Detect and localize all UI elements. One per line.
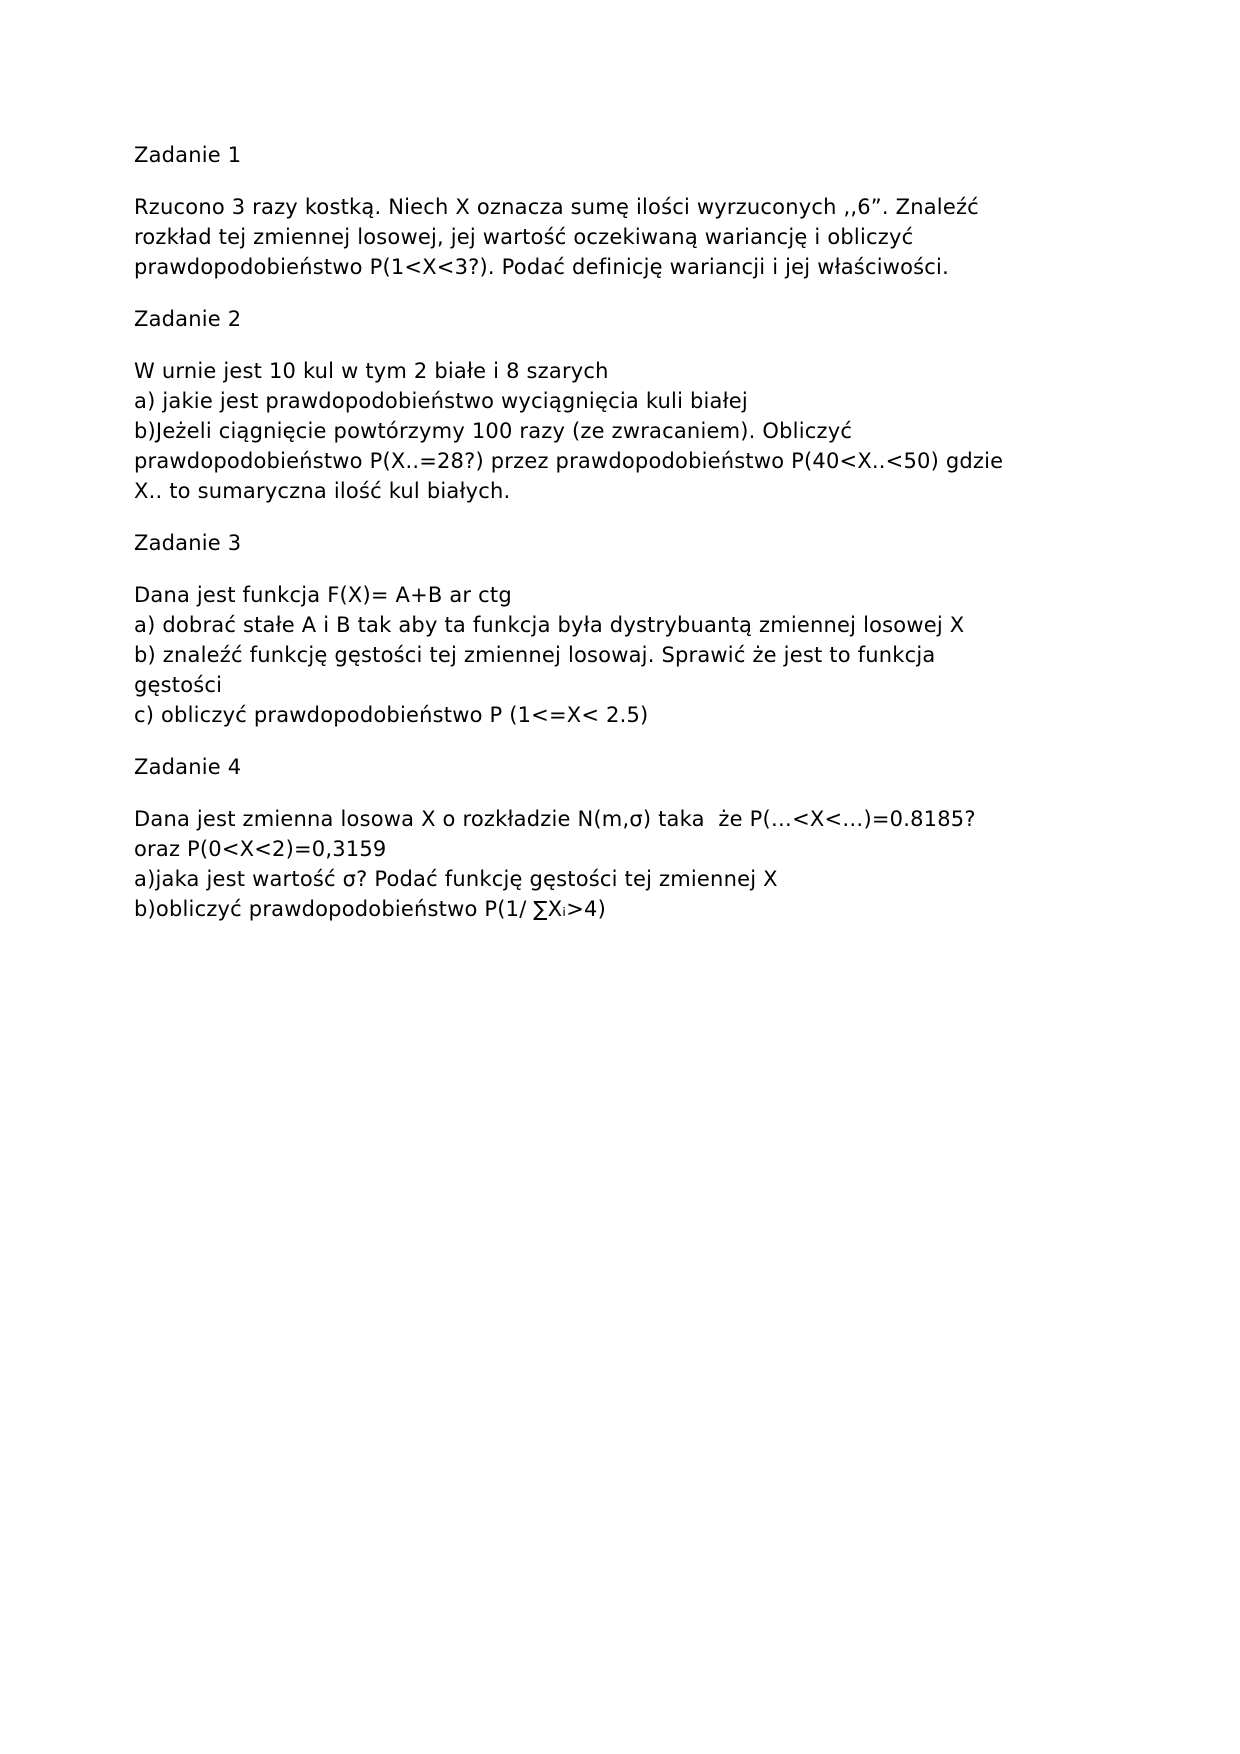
task-2-heading: Zadanie 2 <box>134 307 242 331</box>
text-line: prawdopodobieństwo P(X..=28?) przez prawdopodobieństwo P(40<X..<50) gdzie <box>134 449 1004 473</box>
text-line: prawdopodobieństwo P(1<X<3?). Podać definicję wariancji i jej właściwości. <box>134 255 949 279</box>
text-line: X.. to sumaryczna ilość kul białych. <box>134 479 511 503</box>
text-line: b)obliczyć prawdopodobieństwo P(1/ ∑Xᵢ>4) <box>134 897 607 921</box>
text-line: rozkład tej zmiennej losowej, jej wartość oczekiwaną wariancję i obliczyć <box>134 225 914 249</box>
task-4-body <box>134 804 1110 924</box>
task-3-heading: Zadanie 3 <box>134 531 242 555</box>
section-zadanie-4 <box>134 752 1110 924</box>
text-line: Dana jest zmienna losowa X o rozkładzie N(m,σ) taka że P(…<X<…)=0.8185? <box>134 807 976 831</box>
task-3-body <box>134 580 1110 730</box>
task-4-heading: Zadanie 4 <box>134 755 242 779</box>
text-line: a)jaka jest wartość σ? Podać funkcję gęstości tej zmiennej X <box>134 867 778 891</box>
section-zadanie-3 <box>134 528 1110 730</box>
text-line: W urnie jest 10 kul w tym 2 białe i 8 szarych <box>134 359 609 383</box>
text-line: a) jakie jest prawdopodobieństwo wyciągnięcia kuli białej <box>134 389 748 413</box>
task-2-body <box>134 356 1110 506</box>
section-zadanie-2 <box>134 304 1110 506</box>
text-line: b) znaleźć funkcję gęstości tej zmiennej losowaj. Sprawić że jest to funkcja <box>134 643 936 667</box>
task-1-heading: Zadanie 1 <box>134 143 242 167</box>
text-line: oraz P(0<X<2)=0,3159 <box>134 837 387 861</box>
text-line: Rzucono 3 razy kostką. Niech X oznacza sumę ilości wyrzuconych ,,6”. Znaleźć <box>134 195 979 219</box>
text-line: c) obliczyć prawdopodobieństwo P (1<=X< 2.5) <box>134 703 649 727</box>
text-line: Dana jest funkcja F(X)= A+B ar ctg <box>134 583 512 607</box>
task-1-body <box>134 192 1110 282</box>
section-zadanie-1 <box>134 140 1110 282</box>
text-line: gęstości <box>134 673 223 697</box>
text-line: b)Jeżeli ciągnięcie powtórzymy 100 razy (ze zwracaniem). Obliczyć <box>134 419 853 443</box>
text-line: a) dobrać stałe A i B tak aby ta funkcja była dystrybuantą zmiennej losowej X <box>134 613 965 637</box>
